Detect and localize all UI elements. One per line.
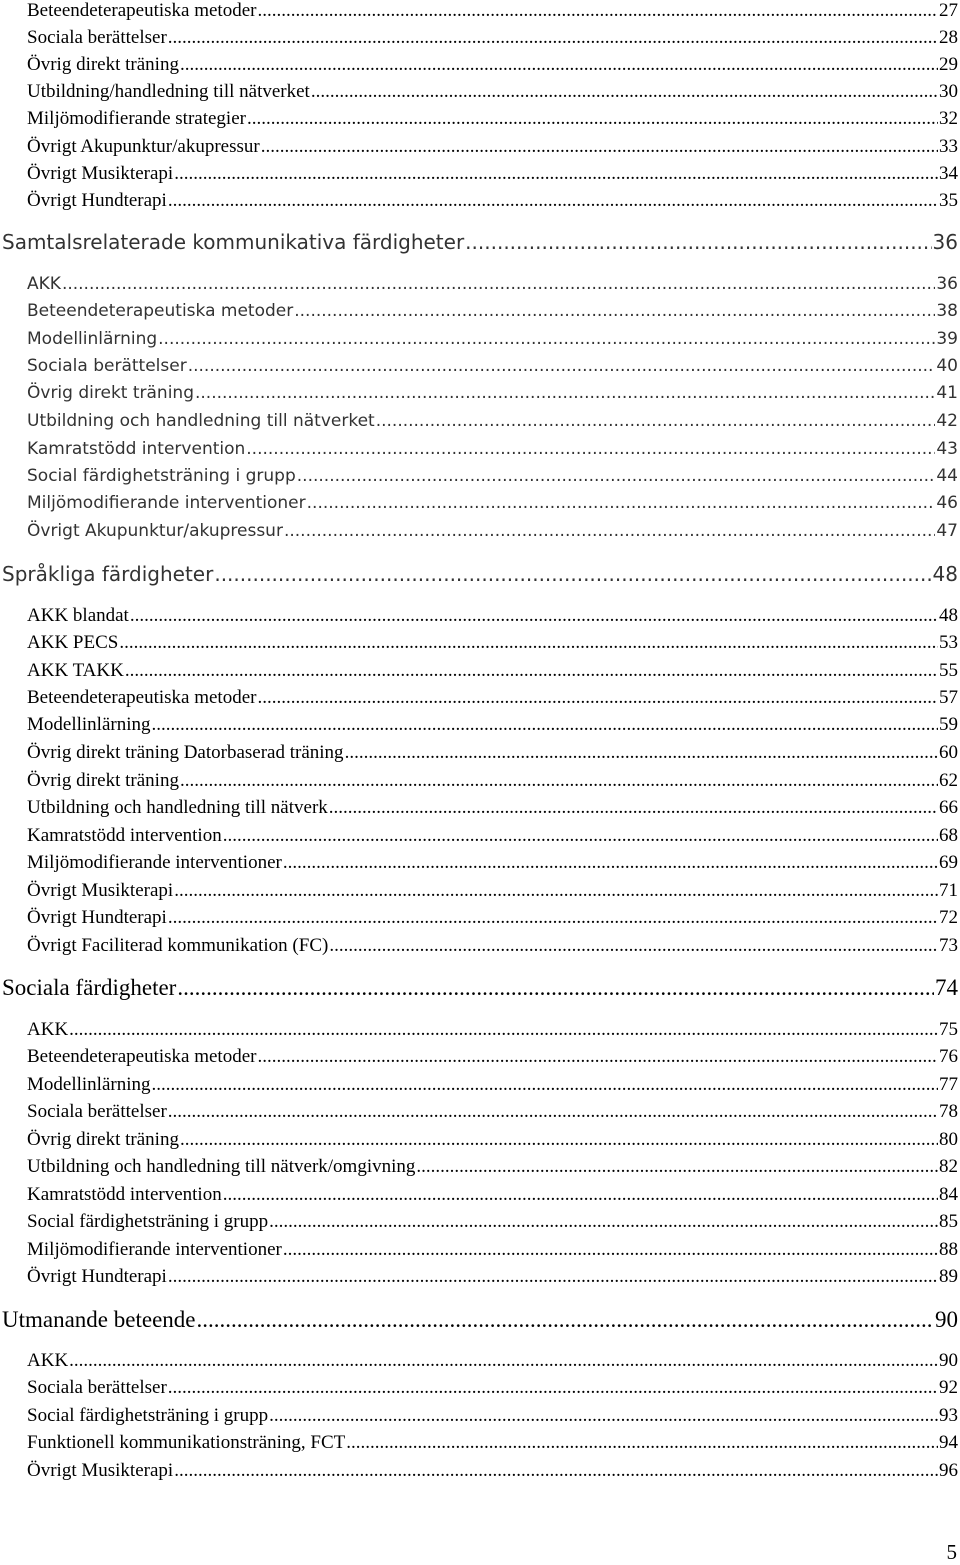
toc-leader-dots <box>151 714 938 736</box>
toc-leader-dots <box>168 1377 938 1399</box>
toc-entry-title: Beteendeterapeutiska metoder <box>27 301 294 321</box>
toc-entry-title: AKK <box>27 1019 69 1040</box>
toc-entry-page: 55 <box>939 660 958 681</box>
toc-entry-title: Social färdighetsträning i grupp <box>27 466 296 486</box>
toc-entry[interactable] <box>27 632 958 658</box>
toc-entry[interactable] <box>27 466 958 492</box>
toc-entry-title: AKK TAKK <box>27 660 124 681</box>
toc-entry-page: 30 <box>939 81 958 102</box>
toc-leader-dots <box>168 907 938 929</box>
toc-entry[interactable] <box>27 1156 958 1182</box>
toc-entry-page: 32 <box>939 108 958 129</box>
toc-leader-dots <box>345 742 938 764</box>
toc-leader-dots <box>297 466 936 486</box>
toc-leader-dots <box>180 54 938 76</box>
toc-entry-title: Sociala färdigheter <box>2 975 177 1000</box>
toc-section-entry[interactable] <box>2 230 958 260</box>
toc-entry-title: Samtalsrelaterade kommunikativa färdigheter <box>2 230 465 254</box>
toc-leader-dots <box>197 1307 935 1333</box>
toc-entry[interactable] <box>27 329 958 355</box>
toc-entry-title: Övrigt Akupunktur/akupressur <box>27 521 283 541</box>
toc-section-entry[interactable] <box>2 975 958 1005</box>
toc-leader-dots <box>69 1019 938 1041</box>
toc-leader-dots <box>246 439 935 459</box>
toc-entry-title: AKK <box>27 274 61 294</box>
toc-entry-title: Övrig direkt träning Datorbaserad träning <box>27 742 344 763</box>
toc-leader-dots <box>62 274 935 294</box>
toc-entry-title: Kamratstödd intervention <box>27 1184 222 1205</box>
toc-entry[interactable] <box>27 770 958 796</box>
toc-entry[interactable] <box>27 136 958 162</box>
toc-entry-page: 59 <box>939 714 958 735</box>
toc-leader-dots <box>130 605 938 627</box>
toc-entry-page: 62 <box>939 770 958 791</box>
toc-entry[interactable] <box>27 1074 958 1100</box>
toc-leader-dots <box>69 1350 938 1372</box>
toc-entry[interactable] <box>27 383 958 409</box>
toc-entry-page: 40 <box>936 356 958 376</box>
toc-entry-title: Sociala berättelser <box>27 356 187 376</box>
toc-entry-page: 72 <box>939 907 958 928</box>
toc-entry[interactable] <box>27 108 958 134</box>
toc-entry[interactable] <box>27 1350 958 1376</box>
toc-entry[interactable] <box>27 935 958 961</box>
toc-entry[interactable] <box>27 1129 958 1155</box>
toc-entry-title: Sociala berättelser <box>27 27 167 48</box>
toc-section-entry[interactable] <box>2 562 958 592</box>
toc-leader-dots <box>294 301 935 321</box>
toc-entry[interactable] <box>27 1405 958 1431</box>
toc-entry-title: Utbildning och handledning till nätverket <box>27 411 375 431</box>
toc-entry-page: 73 <box>939 935 958 956</box>
toc-entry[interactable] <box>27 163 958 189</box>
toc-leader-dots <box>257 1046 938 1068</box>
toc-entry[interactable] <box>27 1184 958 1210</box>
toc-entry[interactable] <box>27 1460 958 1486</box>
toc-entry[interactable] <box>27 660 958 686</box>
toc-entry-title: Sociala berättelser <box>27 1377 167 1398</box>
toc-entry-page: 43 <box>936 439 958 459</box>
toc-entry-page: 38 <box>936 301 958 321</box>
toc-entry-page: 36 <box>932 230 958 254</box>
toc-entry-title: Beteendeterapeutiska metoder <box>27 0 257 21</box>
toc-entry-title: Funktionell kommunikationsträning, FCT <box>27 1432 346 1453</box>
toc-entry[interactable] <box>27 1211 958 1237</box>
toc-leader-dots <box>168 1101 938 1123</box>
toc-entry-page: 82 <box>939 1156 958 1177</box>
toc-entry-page: 41 <box>936 383 958 403</box>
toc-entry-page: 35 <box>939 190 958 211</box>
toc-entry-page: 74 <box>935 975 958 1000</box>
toc-entry-page: 42 <box>936 411 958 431</box>
toc-leader-dots <box>168 1266 938 1288</box>
toc-entry[interactable] <box>27 0 958 26</box>
toc-leader-dots <box>257 0 938 22</box>
toc-entry-title: Språkliga färdigheter <box>2 562 214 586</box>
toc-entry-page: 33 <box>939 136 958 157</box>
toc-leader-dots <box>247 108 938 130</box>
toc-leader-dots <box>269 1211 938 1233</box>
toc-section-entry[interactable] <box>2 1307 958 1337</box>
toc-entry[interactable] <box>27 1266 958 1292</box>
toc-entry-title: AKK <box>27 1350 69 1371</box>
toc-leader-dots <box>188 356 936 376</box>
toc-entry[interactable] <box>27 54 958 80</box>
toc-entry-title: Övrig direkt träning <box>27 54 179 75</box>
toc-entry-page: 84 <box>939 1184 958 1205</box>
toc-entry-title: Sociala berättelser <box>27 1101 167 1122</box>
toc-entry-page: 69 <box>939 852 958 873</box>
toc-entry[interactable] <box>27 439 958 465</box>
toc-entry-title: Övrig direkt träning <box>27 1129 179 1150</box>
toc-entry[interactable] <box>27 605 958 631</box>
toc-entry[interactable] <box>27 825 958 851</box>
toc-entry-title: Modellinlärning <box>27 329 158 349</box>
toc-entry-title: Övrigt Hundterapi <box>27 907 167 928</box>
toc-entry[interactable] <box>27 907 958 933</box>
toc-entry-page: 71 <box>939 880 958 901</box>
toc-leader-dots <box>174 880 938 902</box>
toc-entry-title: AKK PECS <box>27 632 119 653</box>
toc-leader-dots <box>269 1405 938 1427</box>
toc-entry-title: Övrigt Musikterapi <box>27 1460 174 1481</box>
toc-entry-title: Miljömodifierande interventioner <box>27 493 306 513</box>
toc-entry-title: AKK blandat <box>27 605 129 626</box>
toc-entry[interactable] <box>27 1101 958 1127</box>
toc-leader-dots <box>223 825 938 847</box>
toc-leader-dots <box>214 562 931 586</box>
toc-leader-dots <box>174 1460 938 1482</box>
toc-entry-page: 57 <box>939 687 958 708</box>
toc-entry[interactable] <box>27 27 958 53</box>
toc-entry-page: 94 <box>939 1432 958 1453</box>
toc-entry[interactable] <box>27 274 958 300</box>
toc-entry[interactable] <box>27 521 958 547</box>
toc-entry[interactable] <box>27 493 958 519</box>
toc-leader-dots <box>329 797 938 819</box>
toc-entry[interactable] <box>27 714 958 740</box>
toc-entry-title: Beteendeterapeutiska metoder <box>27 687 257 708</box>
toc-entry-page: 47 <box>936 521 958 541</box>
toc-leader-dots <box>151 1074 938 1096</box>
toc-entry-title: Social färdighetsträning i grupp <box>27 1211 269 1232</box>
toc-entry-title: Utmanande beteende <box>2 1307 196 1332</box>
toc-entry[interactable] <box>27 687 958 713</box>
toc-entry-title: Utbildning och handledning till nätverk <box>27 797 328 818</box>
toc-entry-page: 34 <box>939 163 958 184</box>
toc-leader-dots <box>261 136 938 158</box>
toc-leader-dots <box>283 852 938 874</box>
toc-entry-page: 27 <box>939 0 958 21</box>
toc-entry-page: 48 <box>932 562 958 586</box>
toc-entry-title: Kamratstödd intervention <box>27 825 222 846</box>
toc-leader-dots <box>257 687 938 709</box>
toc-entry-title: Miljömodifierande interventioner <box>27 1239 282 1260</box>
toc-entry-page: 29 <box>939 54 958 75</box>
toc-entry[interactable] <box>27 1239 958 1265</box>
toc-entry-title: Övrigt Musikterapi <box>27 163 174 184</box>
toc-entry-title: Övrigt Hundterapi <box>27 190 167 211</box>
toc-entry-page: 46 <box>936 493 958 513</box>
toc-leader-dots <box>311 81 938 103</box>
toc-entry-title: Övrig direkt träning <box>27 383 194 403</box>
toc-entry-title: Övrigt Faciliterad kommunikation (FC) <box>27 935 329 956</box>
toc-entry-page: 85 <box>939 1211 958 1232</box>
toc-leader-dots <box>307 493 936 513</box>
toc-entry-page: 96 <box>939 1460 958 1481</box>
toc-entry-page: 66 <box>939 797 958 818</box>
toc-leader-dots <box>283 1239 938 1261</box>
toc-entry-page: 28 <box>939 27 958 48</box>
toc-entry-page: 68 <box>939 825 958 846</box>
toc-entry-title: Övrigt Akupunktur/akupressur <box>27 136 260 157</box>
toc-entry-page: 92 <box>939 1377 958 1398</box>
toc-entry-page: 60 <box>939 742 958 763</box>
toc-leader-dots <box>125 660 938 682</box>
toc-entry-page: 78 <box>939 1101 958 1122</box>
toc-leader-dots <box>329 935 938 957</box>
toc-entry[interactable] <box>27 797 958 823</box>
toc-entry-page: 89 <box>939 1266 958 1287</box>
toc-entry[interactable] <box>27 880 958 906</box>
toc-entry[interactable] <box>27 1377 958 1403</box>
toc-leader-dots <box>158 329 935 349</box>
toc-entry-page: 44 <box>936 466 958 486</box>
toc-leader-dots <box>180 1129 938 1151</box>
toc-entry[interactable] <box>27 1019 958 1045</box>
page-number: 5 <box>946 1540 957 1564</box>
toc-entry-page: 36 <box>936 274 958 294</box>
toc-entry-page: 77 <box>939 1074 958 1095</box>
toc-entry-page: 53 <box>939 632 958 653</box>
toc-entry[interactable] <box>27 81 958 107</box>
toc-entry-title: Beteendeterapeutiska metoder <box>27 1046 257 1067</box>
toc-entry-title: Övrig direkt träning <box>27 770 179 791</box>
toc-leader-dots <box>174 163 938 185</box>
toc-entry-title: Utbildning/handledning till nätverket <box>27 81 310 102</box>
toc-entry[interactable] <box>27 301 958 327</box>
toc-entry-page: 80 <box>939 1129 958 1150</box>
toc-entry[interactable] <box>27 356 958 382</box>
toc-entry-title: Modellinlärning <box>27 714 151 735</box>
toc-entry-page: 88 <box>939 1239 958 1260</box>
toc-entry[interactable] <box>27 190 958 216</box>
toc-entry-page: 90 <box>939 1350 958 1371</box>
toc-leader-dots <box>180 770 938 792</box>
toc-leader-dots <box>465 230 931 254</box>
toc-entry[interactable] <box>27 742 958 768</box>
toc-entry-title: Social färdighetsträning i grupp <box>27 1405 269 1426</box>
toc-leader-dots <box>376 411 936 431</box>
toc-leader-dots <box>195 383 935 403</box>
toc-leader-dots <box>168 190 938 212</box>
toc-entry[interactable] <box>27 852 958 878</box>
toc-entry-title: Modellinlärning <box>27 1074 151 1095</box>
toc-entry-page: 90 <box>935 1307 958 1332</box>
toc-entry-title: Utbildning och handledning till nätverk/omgivning <box>27 1156 416 1177</box>
toc-leader-dots <box>177 975 934 1001</box>
toc-entry-title: Kamratstödd intervention <box>27 439 246 459</box>
toc-entry-title: Övrigt Musikterapi <box>27 880 174 901</box>
toc-entry-page: 39 <box>936 329 958 349</box>
toc-leader-dots <box>223 1184 938 1206</box>
toc-entry-page: 48 <box>939 605 958 626</box>
toc-leader-dots <box>346 1432 938 1454</box>
toc-leader-dots <box>119 632 938 654</box>
toc-entry-page: 75 <box>939 1019 958 1040</box>
toc-leader-dots <box>416 1156 938 1178</box>
toc-leader-dots <box>284 521 935 541</box>
toc-leader-dots <box>168 27 938 49</box>
toc-entry-title: Övrigt Hundterapi <box>27 1266 167 1287</box>
toc-entry[interactable] <box>27 1046 958 1072</box>
toc-entry-title: Miljömodifierande strategier <box>27 108 246 129</box>
toc-entry[interactable] <box>27 1432 958 1458</box>
toc-entry-page: 76 <box>939 1046 958 1067</box>
toc-entry-page: 93 <box>939 1405 958 1426</box>
toc-entry-title: Miljömodifierande interventioner <box>27 852 282 873</box>
toc-entry[interactable] <box>27 411 958 437</box>
